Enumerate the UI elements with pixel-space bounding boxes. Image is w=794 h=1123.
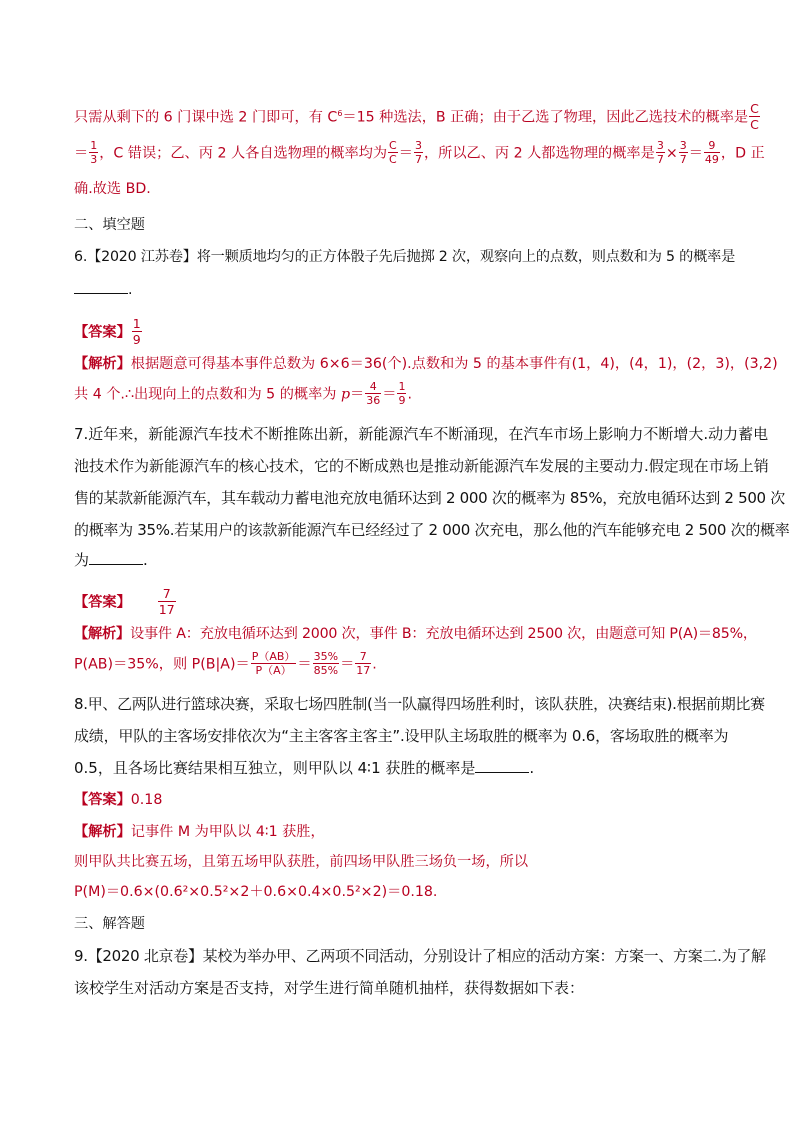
q6-answer: 【答案】 $\frac{1}{9}$ [74,316,141,347]
q8-answer-blank [475,758,529,773]
q8-analysis-line-1: 【解析】记事件 M 为甲队以 4∶1 获胜， [74,824,325,840]
q7-stem-line-1: 7.近年来，新能源汽车技术不断推陈出新，新能源汽车不断涌现，在汽车市场上影响力不断增大.动力蓄电 [74,425,769,443]
q7-analysis-line-2: P(AB)＝35%，则 P(B|A)＝ $\frac{P(AB)}{P(A)}$ ＝ $\frac{35\%}{85\%}$ ＝ $\frac{7}{17}$ . [74,650,377,677]
q8-analysis-line-3: P(M)＝0.6×(0.6²×0.5²×2＋0.6×0.4×0.5²×2)＝0.18. [74,884,438,900]
q6-stem-line-2: . [74,279,724,300]
section-heading-fill-in: 二、填空题 [74,217,145,233]
q6-analysis-line-1: 【解析】根据题意可得基本事件总数为 6×6＝36(个).点数和为 5 的基本事件有(1，4)，(4，1)，(2，3)，(3,2) [74,356,778,372]
q5-solution-line-2: ＝ $\frac{1}{3}$ ，C 错误；乙、丙 2 人各自选物理的概率均为 $\frac{C}{C}$ ＝ $\frac{3}{7}$ ，所以乙、丙 2 人都选物理的概率是 $\frac{3}{7}$ × $\frac{3}{7}$ ＝ $\frac{9}{49}$ ，D 正 [74,139,765,166]
q6-analysis-line-2: 共 4 个.∴出现向上的点数和为 5 的概率为 p＝ $\frac{4}{36}$ ＝ $\frac{1}{9}$ . [74,380,412,407]
q7-analysis-line-1: 【解析】设事件 A：充放电循环达到 2000 次，事件 B：充放电循环达到 2500 次，由题意可知 P(A)＝85%， [74,626,757,642]
q7-stem-line-2: 池技术作为新能源汽车的核心技术，它的不断成熟也是推动新能源汽车发展的主要动力.假定现在市场上销 [74,457,769,475]
q8-stem-line-1: 8.甲、乙两队进行篮球决赛，采取七场四胜制(当一队赢得四场胜利时，该队获胜，决赛结束).根据前期比赛 [74,695,765,713]
q8-analysis-line-2: 则甲队共比赛五场，且第五场甲队获胜，前四场甲队胜三场负一场，所以 [74,854,529,870]
q5-solution-line-1: 只需从剩下的 6 门课中选 2 门即可，有 $C^6=15$ 种选法，B 正确；由于乙选了物理，因此乙选技术的概率是 $\frac{C}{C}$ [74,101,759,132]
q9-stem-line-1: 9.【2020 北京卷】某校为举办甲、乙两项不同活动，分别设计了相应的活动方案：方案一、方案二.为了解 [74,947,766,965]
q6-stem-line-1: 6.【2020 江苏卷】将一颗质地均匀的正方体骰子先后抛掷 2 次，观察向上的点数，则点数和为 5 的概率是 [74,249,736,265]
q7-stem-line-3: 售的某款新能源汽车，其车载动力蓄电池充放电循环达到 2 000 次的概率为 85%，充放电循环达到 2 500 次 [74,489,785,507]
section-heading-solve: 三、解答题 [74,916,145,932]
q6-answer-blank [74,279,128,294]
q8-stem-line-3: 0.5，且各场比赛结果相互独立，则甲队以 4∶1 获胜的概率是 . [74,759,535,777]
q7-stem-line-5: 为 . [74,551,148,569]
q8-stem-line-2: 成绩，甲队的主客场安排依次为“主主客客主客主”.设甲队主场取胜的概率为 0.6，客场取胜的概率为 [74,727,729,745]
q5-solution-line-3: 确.故选 BD. [74,181,151,197]
q7-stem-line-4: 的概率为 35%.若某用户的该款新能源汽车已经经过了 2 000 次充电，那么他的汽车能够充电 2 500 次的概率 [74,521,790,539]
q7-answer: 【答案】 $\frac{7}{17}$ [74,586,175,617]
q7-answer-blank [89,550,143,565]
q8-answer: 【答案】0.18 [74,792,163,808]
q9-stem-line-2: 该校学生对活动方案是否支持，对学生进行简单随机抽样，获得数据如下表： [74,979,585,997]
